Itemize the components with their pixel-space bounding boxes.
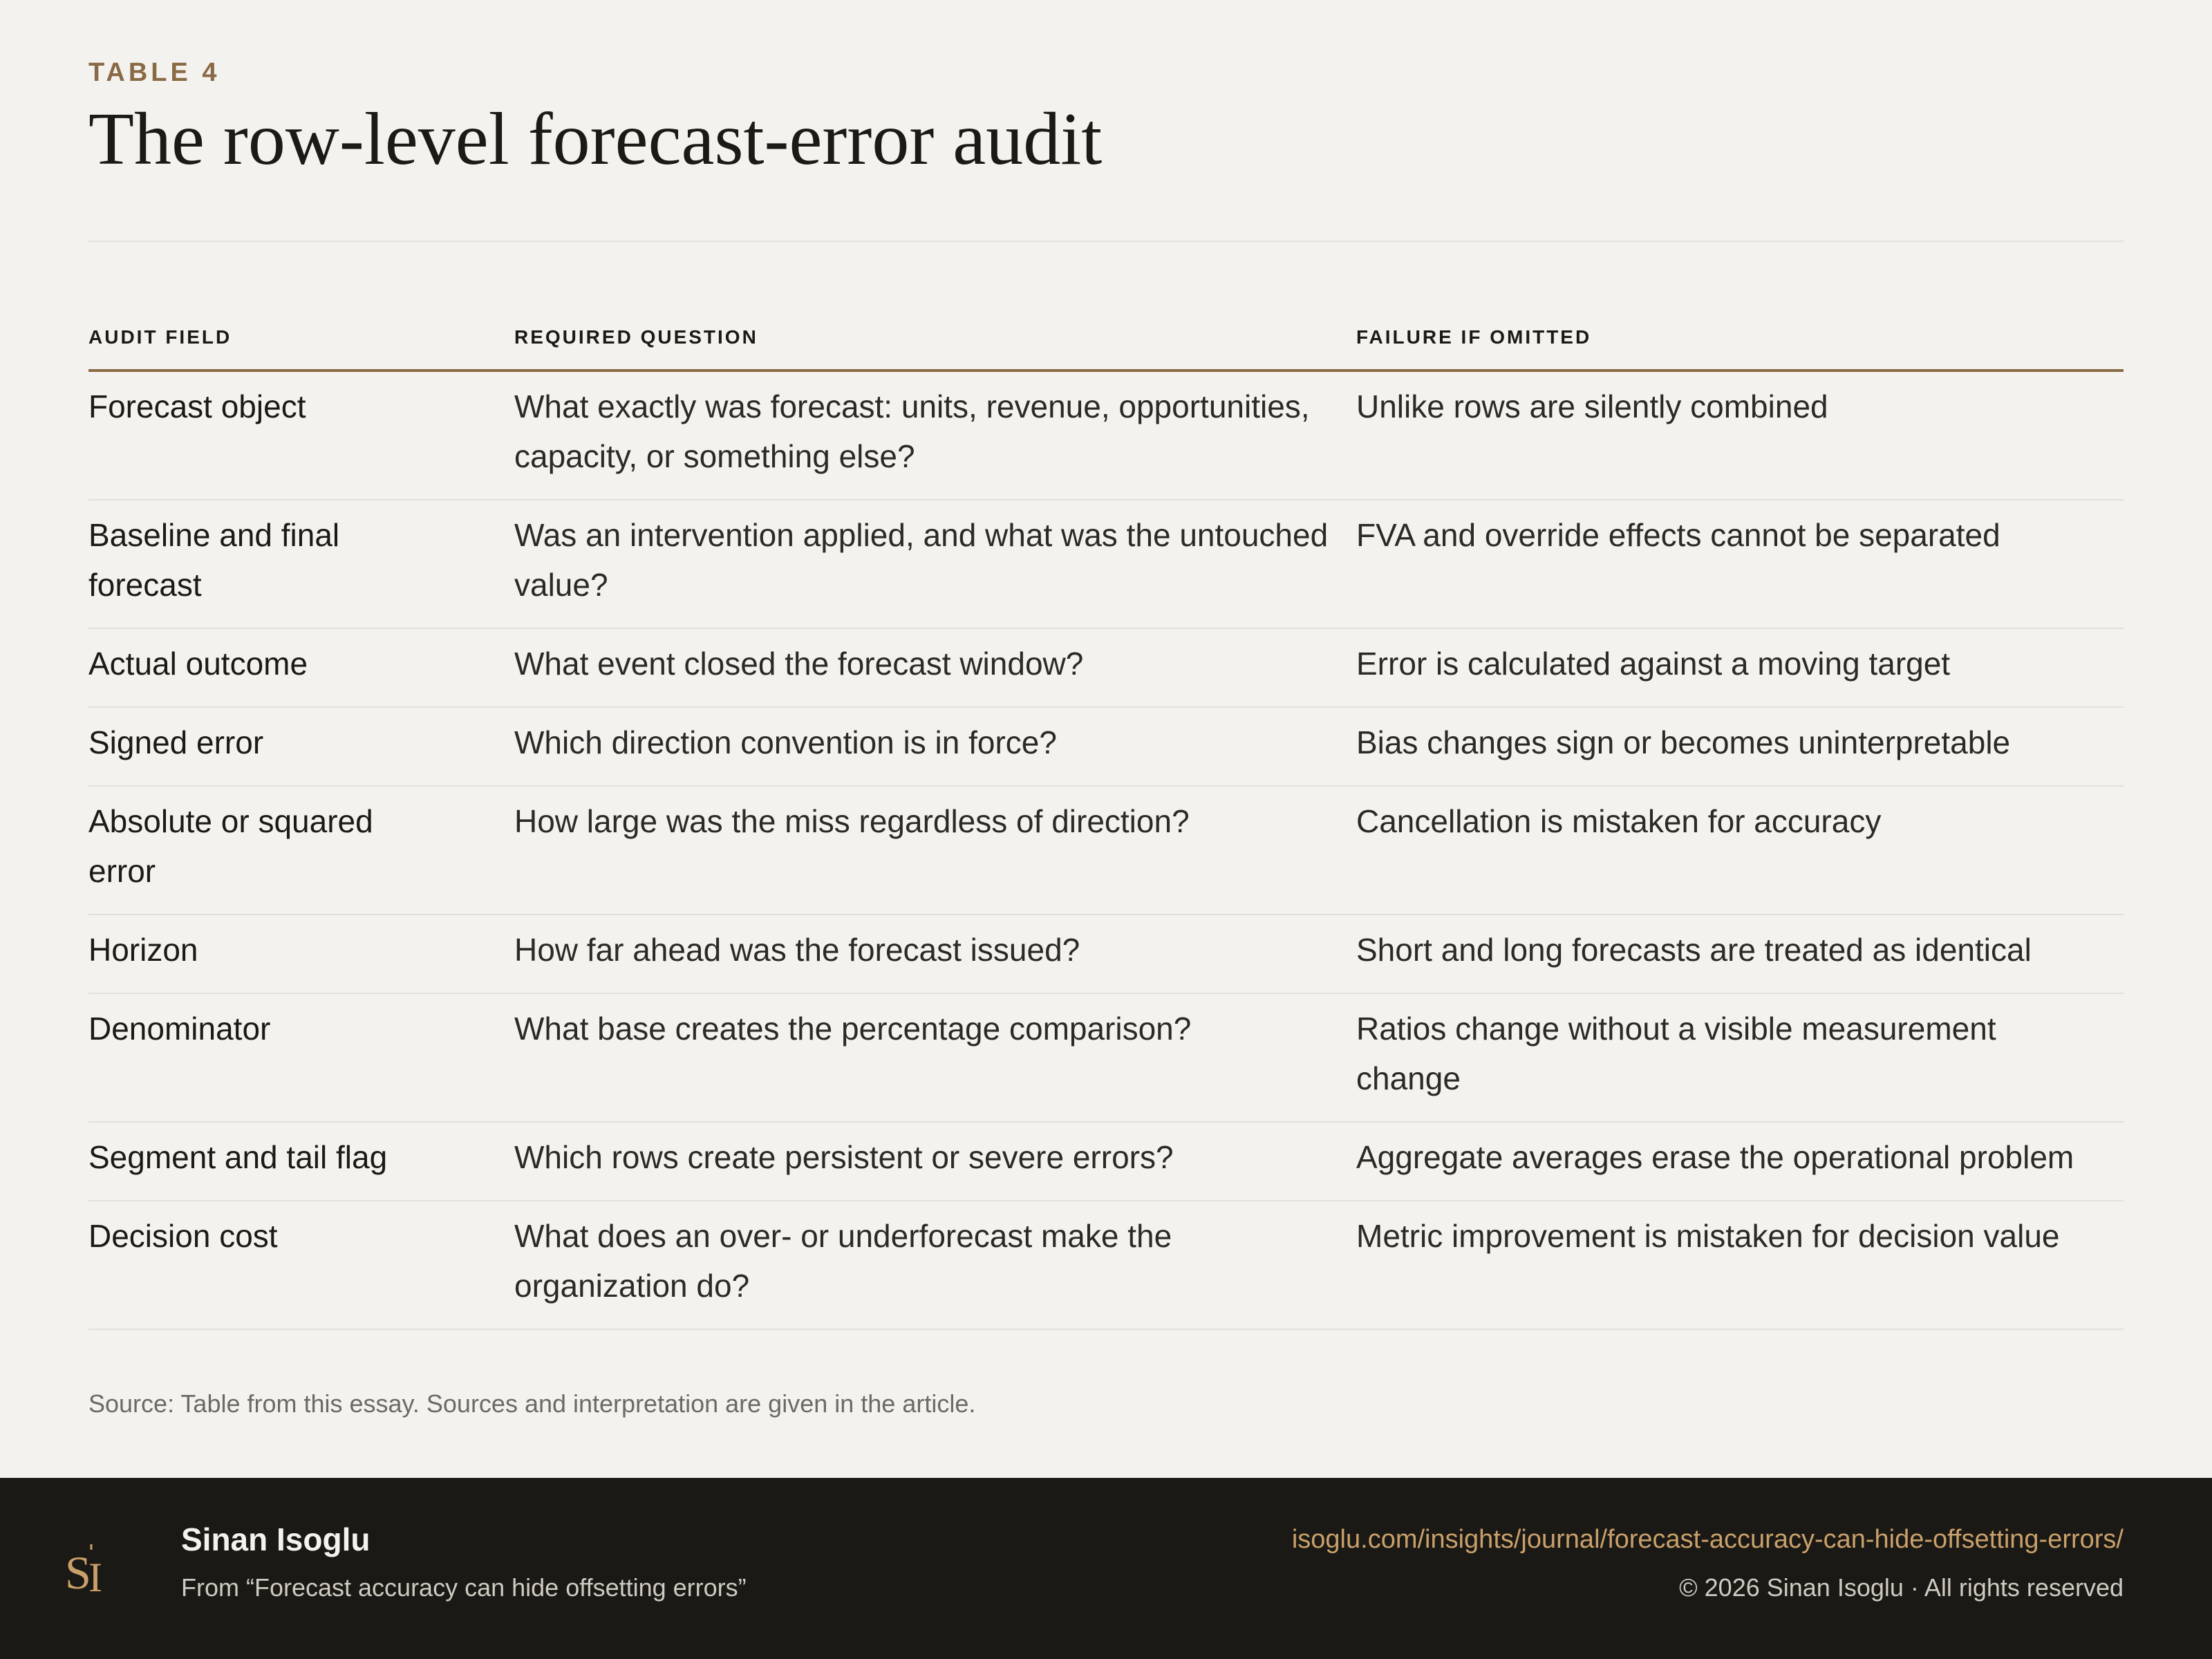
article-reference: From “Forecast accuracy can hide offsetting errors”	[181, 1573, 747, 1602]
svg-text:S: S	[65, 1546, 91, 1599]
table-row	[88, 1201, 2124, 1329]
audit-field-cell: Baseline and final forecast	[88, 500, 514, 628]
table-row	[88, 786, 2124, 915]
failure-cell: Metric improvement is mistaken for decision value	[1356, 1201, 2124, 1329]
footer	[0, 1478, 2212, 1659]
audit-field-cell: Denominator	[88, 993, 514, 1122]
failure-cell: Ratios change without a visible measurement change	[1356, 993, 2124, 1122]
table-number: TABLE 4	[88, 58, 221, 87]
table-row	[88, 371, 2124, 500]
audit-field-cell: Segment and tail flag	[88, 1122, 514, 1201]
failure-cell: Cancellation is mistaken for accuracy	[1356, 786, 2124, 915]
audit-field-cell: Absolute or squared error	[88, 786, 514, 915]
required-question-cell: What exactly was forecast: units, revenue, opportunities, capacity, or something else?	[514, 371, 1356, 500]
author-name: Sinan Isoglu	[181, 1521, 371, 1557]
column-header-failure-if-omitted: FAILURE IF OMITTED	[1356, 326, 2124, 371]
required-question-cell: Which direction convention is in force?	[514, 707, 1356, 786]
title-divider	[88, 241, 2124, 242]
monogram-logo-icon	[64, 1540, 119, 1602]
svg-text:I: I	[88, 1555, 102, 1600]
audit-field-cell: Actual outcome	[88, 628, 514, 707]
failure-cell: Error is calculated against a moving target	[1356, 628, 2124, 707]
failure-cell: Aggregate averages erase the operational problem	[1356, 1122, 2124, 1201]
required-question-cell: Which rows create persistent or severe errors?	[514, 1122, 1356, 1201]
article-link[interactable]: isoglu.com/insights/journal/forecast-accuracy-can-hide-offsetting-errors/	[1291, 1525, 2124, 1554]
table-row	[88, 993, 2124, 1122]
required-question-cell: What event closed the forecast window?	[514, 628, 1356, 707]
required-question-cell: What does an over- or underforecast make the organization do?	[514, 1201, 1356, 1329]
table-row	[88, 500, 2124, 628]
audit-field-cell: Forecast object	[88, 371, 514, 500]
failure-cell: Bias changes sign or becomes uninterpretable	[1356, 707, 2124, 786]
table-row	[88, 915, 2124, 993]
table-row	[88, 707, 2124, 786]
table-row	[88, 628, 2124, 707]
table-row	[88, 1122, 2124, 1201]
audit-table	[88, 326, 2124, 1330]
failure-cell: Short and long forecasts are treated as identical	[1356, 915, 2124, 993]
source-note: Source: Table from this essay. Sources and interpretation are given in the article.	[88, 1389, 976, 1418]
column-header-audit-field: AUDIT FIELD	[88, 326, 514, 371]
copyright-notice: © 2026 Sinan Isoglu · All rights reserved	[1679, 1573, 2124, 1602]
table-header-row	[88, 326, 2124, 371]
required-question-cell: What base creates the percentage comparison?	[514, 993, 1356, 1122]
failure-cell: Unlike rows are silently combined	[1356, 371, 2124, 500]
required-question-cell: Was an intervention applied, and what was the untouched value?	[514, 500, 1356, 628]
failure-cell: FVA and override effects cannot be separated	[1356, 500, 2124, 628]
audit-field-cell: Decision cost	[88, 1201, 514, 1329]
required-question-cell: How large was the miss regardless of direction?	[514, 786, 1356, 915]
required-question-cell: How far ahead was the forecast issued?	[514, 915, 1356, 993]
audit-field-cell: Signed error	[88, 707, 514, 786]
column-header-required-question: REQUIRED QUESTION	[514, 326, 1356, 371]
audit-field-cell: Horizon	[88, 915, 514, 993]
page-title: The row-level forecast-error audit	[88, 98, 1103, 180]
